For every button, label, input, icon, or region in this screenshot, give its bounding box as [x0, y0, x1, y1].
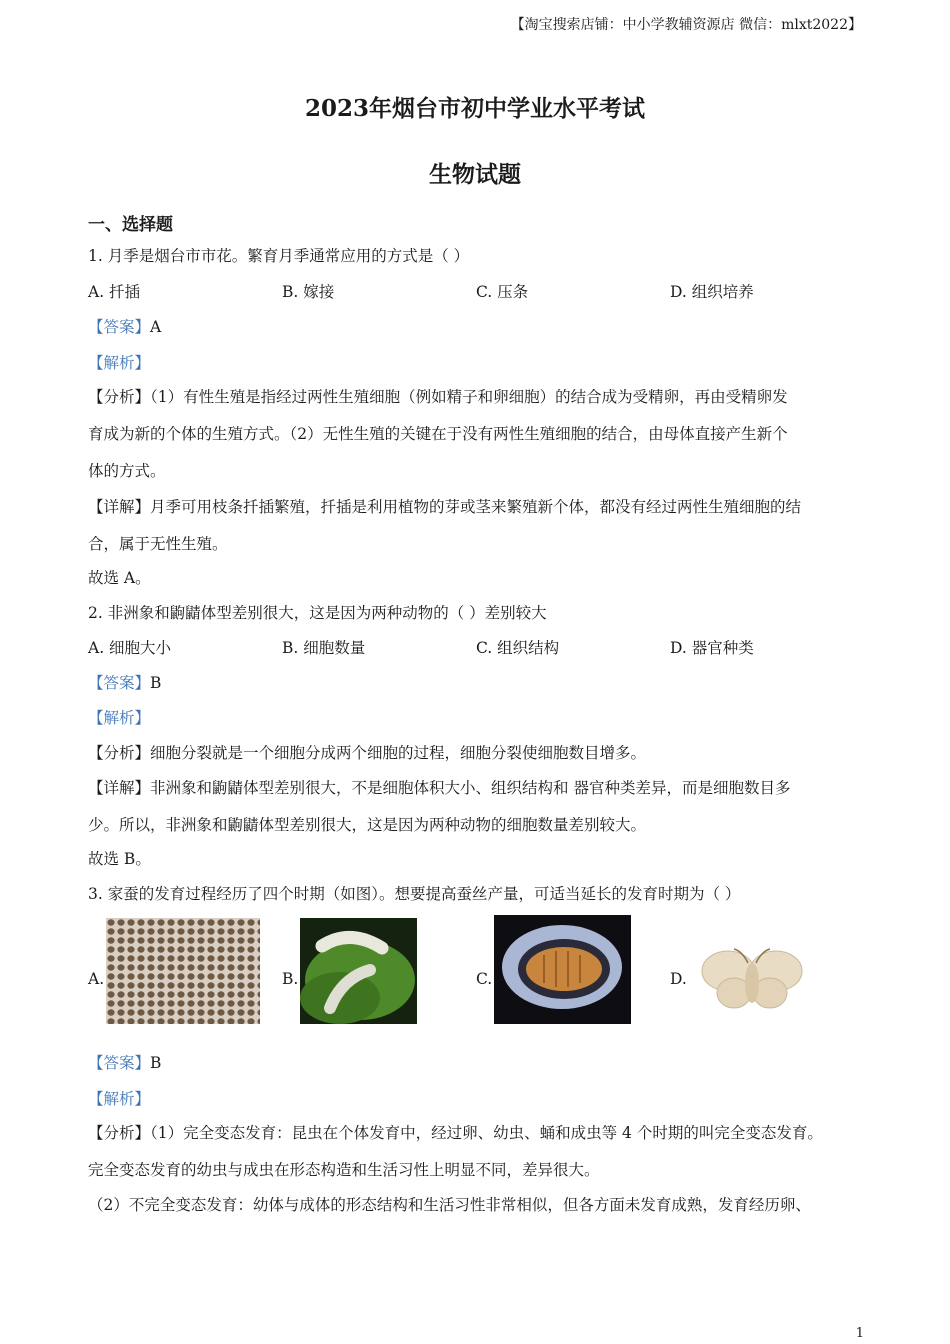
xiangjie-label: 【详解】 [88, 779, 151, 797]
q3-fenxi-l2: 完全变态发育的幼虫与成虫在形态构造和生活习性上明显不同，差异很大。 [88, 1161, 600, 1179]
q1-xiangjie-l1 [88, 497, 801, 517]
q2-answer [88, 673, 161, 693]
answer-value: A [150, 318, 162, 336]
q1-fenxi-l1 [88, 387, 788, 407]
xiangjie-label: 【详解】 [88, 498, 151, 516]
q1-choose: 故选 A。 [88, 569, 151, 587]
answer-label: 【答案】 [88, 674, 151, 692]
q2-jiexi-label: 【解析】 [88, 709, 151, 727]
fenxi-label: 【分析】 [88, 1124, 151, 1142]
answer-label: 【答案】 [88, 1054, 151, 1072]
q3-option-d: D. [670, 970, 687, 988]
q3-option-c: C. [476, 970, 493, 988]
q2-option-c: C. 组织结构 [476, 639, 560, 657]
q1-xiangjie-l2: 合，属于无性生殖。 [88, 535, 228, 553]
exam-title: 2023年烟台市初中学业水平考试 [304, 95, 645, 122]
q2-choose: 故选 B。 [88, 850, 151, 868]
silkworm-larva-image [300, 918, 417, 1024]
q2-option-a: A. 细胞大小 [88, 639, 172, 657]
q1-answer [88, 317, 161, 337]
q2-fenxi-l1 [88, 743, 646, 763]
q2-xiangjie-l1 [88, 778, 790, 798]
q3-option-a: A. [88, 970, 105, 988]
q1-option-c: C. 压条 [476, 283, 529, 301]
answer-value: B [150, 1054, 162, 1072]
q3-fenxi-l1 [88, 1123, 823, 1143]
q3-option-b: B. [282, 970, 299, 988]
fenxi-text: （1）有性生殖是指经过两性生殖细胞（例如精子和卵细胞）的结合成为受精卵，再由受精卵发 [150, 388, 788, 406]
fenxi-text: （1）完全变态发育：昆虫在个体发育中，经过卵、幼虫、蛹和成虫等 4 个时期的叫完全变态发育。 [150, 1124, 823, 1142]
fenxi-text: 细胞分裂就是一个细胞分成两个细胞的过程，细胞分裂使细胞数目增多。 [150, 744, 647, 762]
q3-stem: 3. 家蚕的发育过程经历了四个时期（如图）。想要提高蚕丝产量，可适当延长的发育时期为（ ） [88, 885, 741, 903]
q1-option-d: D. 组织培养 [670, 283, 754, 301]
q2-option-b: B. 细胞数量 [282, 639, 366, 657]
silkworm-pupa-image [494, 915, 631, 1024]
q1-jiexi-label: 【解析】 [88, 354, 151, 372]
q1-fenxi-l3: 体的方式。 [88, 462, 166, 480]
answer-label: 【答案】 [88, 318, 151, 336]
xiangjie-text: 非洲象和鼩鼱体型差别很大，不是细胞体积大小、组织结构和 器官种类差异，而是细胞数目多 [150, 779, 791, 797]
page-number: 1 [855, 1326, 864, 1341]
q1-option-a: A. 扦插 [88, 283, 141, 301]
q1-option-b: B. 嫁接 [282, 283, 335, 301]
q2-xiangjie-l2: 少。所以，非洲象和鼩鼱体型差别很大，这是因为两种动物的细胞数量差别较大。 [88, 816, 647, 834]
exam-subtitle: 生物试题 [429, 161, 521, 188]
silkworm-eggs-image [106, 918, 260, 1024]
q2-stem: 2. 非洲象和鼩鼱体型差别很大，这是因为两种动物的（ ）差别较大 [88, 604, 547, 622]
answer-value: B [150, 674, 162, 692]
q1-stem: 1. 月季是烟台市市花。繁育月季通常应用的方式是（ ） [88, 247, 470, 265]
q2-option-d: D. 器官种类 [670, 639, 754, 657]
fenxi-label: 【分析】 [88, 388, 151, 406]
xiangjie-text: 月季可用枝条扦插繁殖，扦插是利用植物的芽或茎来繁殖新个体，都没有经过两性生殖细胞的结 [150, 498, 802, 516]
q3-answer [88, 1053, 161, 1073]
q1-fenxi-l2: 育成为新的个体的生殖方式。（2）无性生殖的关键在于没有两性生殖细胞的结合，由母体直接产生新个 [88, 425, 788, 443]
header-note: 【淘宝搜索店铺：中小学教辅资源店 微信：mlxt2022】 [510, 17, 862, 33]
q3-jiexi-label: 【解析】 [88, 1090, 151, 1108]
q3-fenxi-l3: （2）不完全变态发育：幼体与成体的形态结构和生活习性非常相似，但各方面未发育成熟，发育经历卵、 [88, 1196, 811, 1214]
silkworm-moth-image [700, 945, 804, 1015]
section-heading: 一、选择题 [88, 215, 173, 235]
fenxi-label: 【分析】 [88, 744, 151, 762]
